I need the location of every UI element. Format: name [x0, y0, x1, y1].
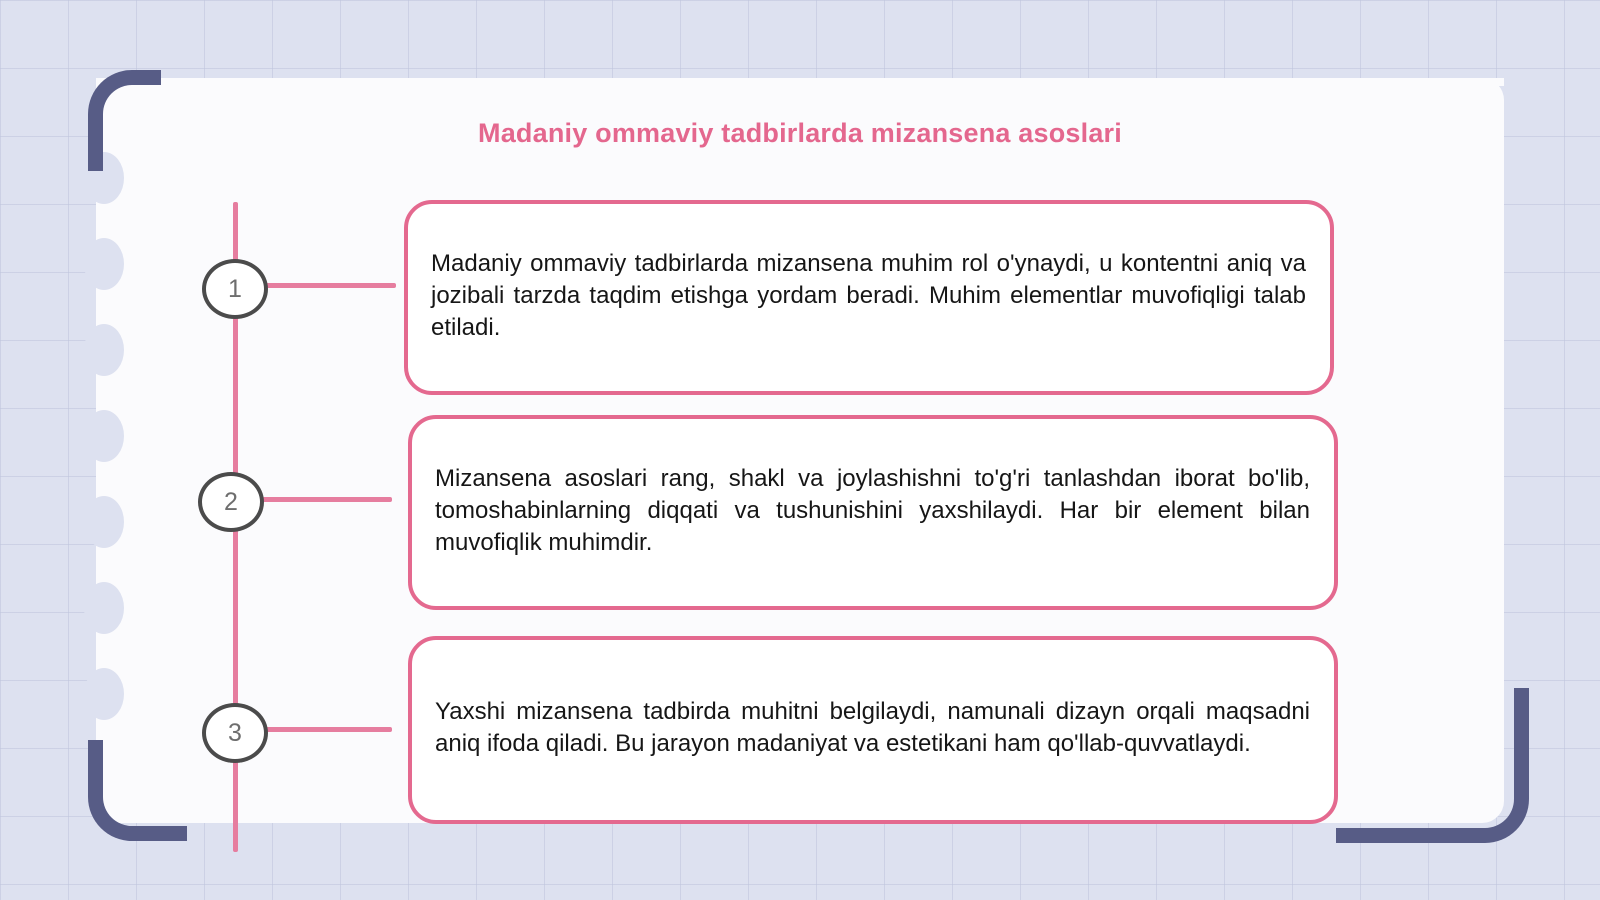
step-number-badge-3: 3	[202, 703, 268, 763]
step-card-3	[408, 636, 1338, 824]
corner-bracket-top-left	[88, 70, 161, 171]
corner-bracket-bottom-right	[1336, 688, 1529, 843]
step-card-1	[404, 200, 1334, 395]
timeline-connector-1	[266, 283, 396, 288]
paper-top-edge	[140, 78, 1504, 86]
paper-scallop	[84, 324, 124, 376]
paper-scallop	[84, 410, 124, 462]
step-card-text-2: Mizansena asoslari rang, shakl va joylashishni to'g'ri tanlashdan iborat bo'lib, tomoshabinlarning diqqati va tushunishini yaxshilaydi. Har bir element bilan muvofiqlik muhimdir.	[435, 464, 1310, 556]
timeline-connector-3	[266, 727, 392, 732]
step-number-badge-1: 1	[202, 259, 268, 319]
slide-title: Madaniy ommaviy tadbirlarda mizansena asoslari	[478, 118, 1122, 148]
step-card-text-1: Madaniy ommaviy tadbirlarda mizansena muhim rol o'ynaydi, u kontentni aniq va jozibali tarzda taqdim etishga yordam beradi. Muhim elementlar muvofiqligi talab etiladi.	[431, 249, 1306, 341]
paper-scallop	[84, 238, 124, 290]
corner-bracket-bottom-left	[88, 740, 187, 841]
paper-scallop	[84, 496, 124, 548]
step-number-badge-2: 2	[198, 472, 264, 532]
paper-scallop	[84, 582, 124, 634]
step-card-text-3: Yaxshi mizansena tadbirda muhitni belgilaydi, namunali dizayn orqali maqsadni aniq ifoda qiladi. Bu jarayon madaniyat va estetikani ham qo'llab-quvvatlaydi.	[435, 698, 1310, 757]
paper-scallop	[84, 668, 124, 720]
timeline-connector-2	[262, 497, 392, 502]
step-card-2	[408, 415, 1338, 610]
